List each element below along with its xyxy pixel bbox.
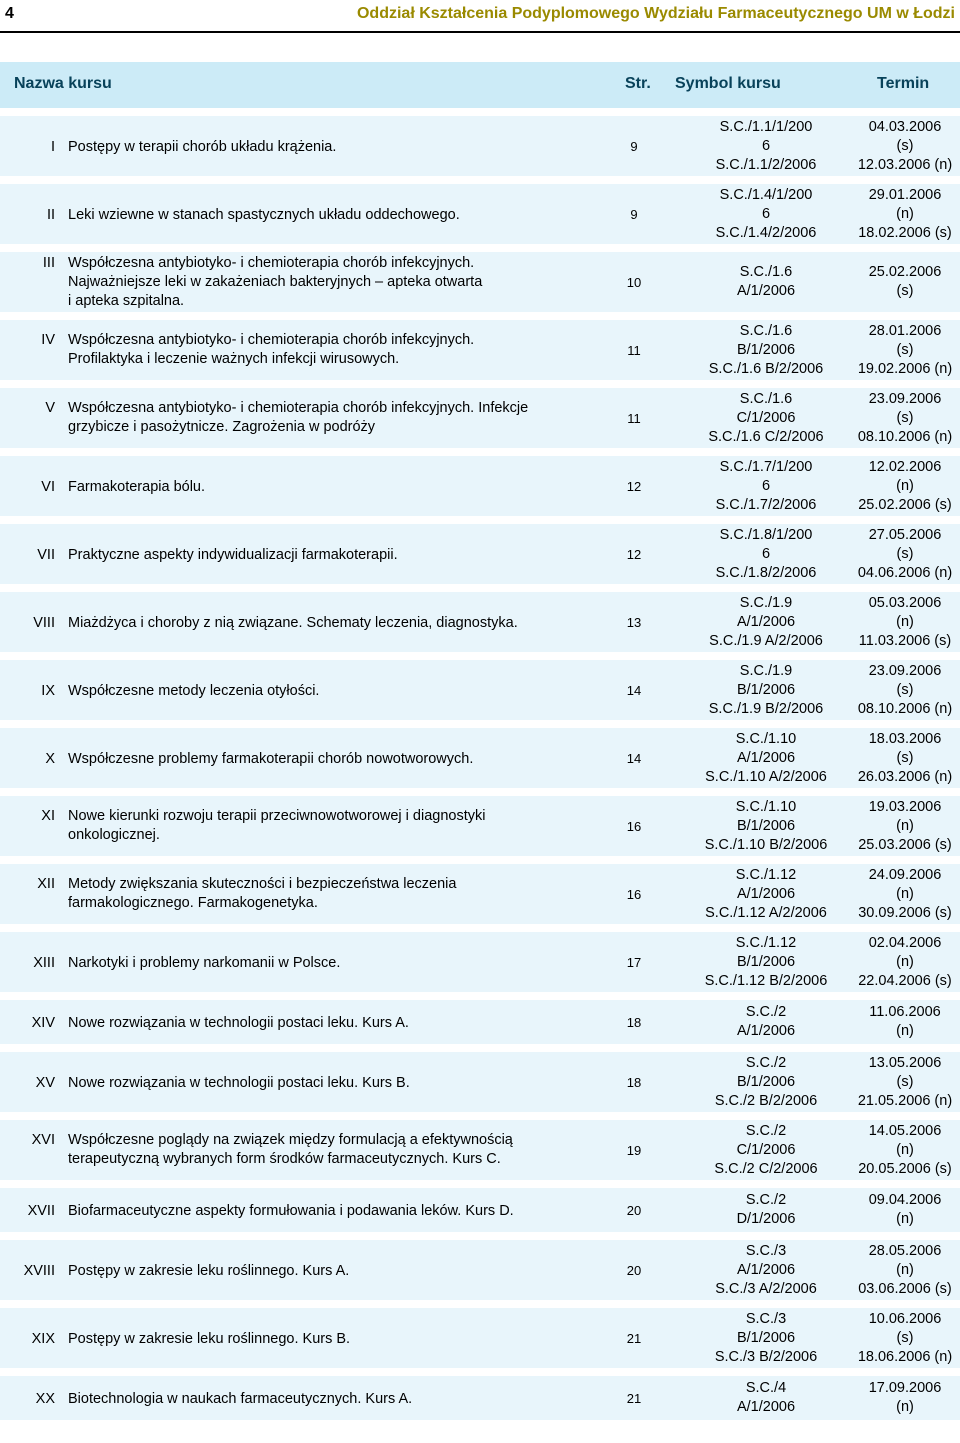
course-symbol: S.C./1.10 B/1/2006 S.C./1.10 B/2/2006 (704, 799, 828, 853)
course-symbol: S.C./1.12 A/1/2006 S.C./1.12 A/2/2006 (705, 867, 827, 921)
course-roman-numeral: XVIII (23, 1263, 55, 1279)
course-row (0, 728, 960, 788)
course-symbol: S.C./1.7/1/200 6 S.C./1.7/2/2006 (715, 459, 817, 513)
page-number: 4 (5, 5, 14, 22)
course-name: Biotechnologia w naukach farmaceutycznych. Kurs A. (68, 1391, 413, 1407)
course-term: 09.04.2006 (n) (868, 1192, 942, 1227)
course-page: 18 (626, 1015, 642, 1030)
course-symbol: S.C./3 A/1/2006 S.C./3 A/2/2006 (715, 1243, 817, 1297)
course-term: 23.09.2006 (s) 08.10.2006 (n) (857, 391, 953, 445)
course-symbol: S.C./3 B/1/2006 S.C./3 B/2/2006 (714, 1311, 818, 1365)
course-symbol: S.C./4 A/1/2006 (736, 1380, 796, 1415)
course-row (0, 1188, 960, 1232)
course-roman-numeral: X (45, 751, 55, 767)
course-symbol: S.C./1.6 B/1/2006 S.C./1.6 B/2/2006 (708, 323, 824, 377)
course-name: Nowe rozwiązania w technologii postaci leku. Kurs A. (68, 1015, 409, 1031)
course-page: 17 (626, 955, 642, 970)
course-symbol: S.C./2 D/1/2006 (736, 1192, 796, 1227)
course-term: 27.05.2006 (s) 04.06.2006 (n) (857, 527, 953, 581)
course-row (0, 864, 960, 924)
column-header-name: Nazwa kursu (14, 75, 112, 92)
page-title: Oddział Kształcenia Podyplomowego Wydziału Farmaceutycznego UM w Łodzi (356, 5, 955, 22)
table-header (0, 62, 960, 108)
course-roman-numeral: III (42, 255, 55, 271)
course-page: 19 (626, 1143, 642, 1158)
course-row (0, 1052, 960, 1112)
course-page: 9 (630, 207, 638, 222)
course-term: 18.03.2006 (s) 26.03.2006 (n) (857, 731, 953, 785)
course-name: Biofarmaceutyczne aspekty formułowania i podawania leków. Kurs D. (68, 1203, 514, 1219)
course-symbol: S.C./2 B/1/2006 S.C./2 B/2/2006 (714, 1055, 818, 1109)
course-row (0, 1000, 960, 1044)
course-page: 14 (626, 683, 642, 698)
course-page: 16 (626, 887, 642, 902)
course-page: 16 (626, 819, 642, 834)
course-row (0, 252, 960, 312)
course-row (0, 1308, 960, 1368)
course-name: Postępy w zakresie leku roślinnego. Kurs B. (68, 1331, 351, 1347)
course-page: 21 (626, 1331, 642, 1346)
course-symbol: S.C./1.8/1/200 6 S.C./1.8/2/2006 (715, 527, 817, 581)
course-name: Postępy w zakresie leku roślinnego. Kurs A. (68, 1263, 350, 1279)
course-symbol: S.C./1.12 B/1/2006 S.C./1.12 B/2/2006 (704, 935, 828, 989)
course-symbol: S.C./1.6 C/1/2006 S.C./1.6 C/2/2006 (708, 391, 824, 445)
course-roman-numeral: VII (37, 547, 55, 563)
course-term: 28.05.2006 (n) 03.06.2006 (s) (858, 1243, 952, 1297)
course-page: 18 (626, 1075, 642, 1090)
course-symbol: S.C./2 C/1/2006 S.C./2 C/2/2006 (714, 1123, 818, 1177)
course-name: Współczesna antybiotyko- i chemioterapia chorób infekcyjnych. Infekcje grzybicze i pasożytnicze. Zagrożenia w podróży (68, 400, 529, 435)
course-name: Współczesna antybiotyko- i chemioterapia chorób infekcyjnych. Najważniejsze leki w zakażeniach bakteryjnych – apteka otwarta i apteka szpitalna. (68, 255, 483, 309)
course-page: 12 (626, 547, 642, 562)
course-page: 9 (630, 139, 638, 154)
course-term: 11.06.2006 (n) (869, 1004, 941, 1039)
course-page: 10 (626, 275, 642, 290)
course-roman-numeral: XIII (33, 955, 55, 971)
course-term: 12.02.2006 (n) 25.02.2006 (s) (858, 459, 952, 513)
course-name: Współczesne metody leczenia otyłości. (68, 683, 320, 699)
course-term: 14.05.2006 (n) 20.05.2006 (s) (858, 1123, 952, 1177)
course-roman-numeral: IV (41, 332, 55, 348)
course-roman-numeral: V (45, 400, 55, 416)
course-roman-numeral: XVII (27, 1203, 55, 1219)
course-page: 14 (626, 751, 642, 766)
course-row (0, 184, 960, 244)
course-term: 04.03.2006 (s) 12.03.2006 (n) (857, 119, 953, 173)
course-roman-numeral: II (46, 207, 55, 223)
course-row (0, 796, 960, 856)
header-rule (0, 31, 960, 33)
course-term: 24.09.2006 (n) 30.09.2006 (s) (858, 867, 952, 921)
course-term: 19.03.2006 (n) 25.03.2006 (s) (858, 799, 952, 853)
course-name: Narkotyki i problemy narkomanii w Polsce. (68, 955, 341, 971)
course-name: Postępy w terapii chorób układu krążenia. (68, 139, 337, 155)
course-name: Leki wziewne w stanach spastycznych układu oddechowego. (68, 207, 460, 223)
course-row (0, 320, 960, 380)
course-name: Praktyczne aspekty indywidualizacji farmakoterapii. (68, 547, 398, 563)
course-name: Metody zwiększania skuteczności i bezpieczeństwa leczenia farmakologicznego. Farmakogenetyka. (68, 876, 457, 911)
course-symbol: S.C./1.6 A/1/2006 (736, 264, 796, 299)
course-term: 13.05.2006 (s) 21.05.2006 (n) (857, 1055, 953, 1109)
course-row (0, 1376, 960, 1420)
course-name: Farmakoterapia bólu. (68, 479, 206, 495)
course-roman-numeral: VI (41, 479, 55, 495)
course-row (0, 116, 960, 176)
course-row (0, 592, 960, 652)
course-page: 11 (627, 411, 641, 426)
course-roman-numeral: XIV (31, 1015, 55, 1031)
course-row (0, 456, 960, 516)
course-name: Miażdżyca i choroby z nią związane. Schematy leczenia, diagnostyka. (68, 615, 518, 631)
page-header (0, 0, 960, 36)
course-page: 13 (626, 615, 642, 630)
column-header-term: Termin (877, 75, 930, 92)
course-roman-numeral: XX (35, 1391, 55, 1407)
course-symbol: S.C./1.10 A/1/2006 S.C./1.10 A/2/2006 (705, 731, 827, 785)
course-row (0, 932, 960, 992)
course-name: Współczesne problemy farmakoterapii chorób nowotworowych. (68, 751, 474, 767)
course-term: 25.02.2006 (s) (868, 264, 942, 299)
course-term: 10.06.2006 (s) 18.06.2006 (n) (857, 1311, 953, 1365)
course-name: Nowe rozwiązania w technologii postaci leku. Kurs B. (68, 1075, 410, 1091)
course-row (0, 1240, 960, 1300)
column-header-symbol: Symbol kursu (675, 75, 781, 92)
course-name: Współczesna antybiotyko- i chemioterapia chorób infekcyjnych. Profilaktyka i leczenie ważnych infekcji wirusowych. (68, 332, 475, 367)
course-term: 28.01.2006 (s) 19.02.2006 (n) (857, 323, 953, 377)
course-roman-numeral: XI (41, 808, 55, 824)
course-row (0, 524, 960, 584)
course-roman-numeral: VIII (33, 615, 55, 631)
course-page: 20 (626, 1263, 642, 1278)
course-page: 11 (627, 343, 641, 358)
course-page: 21 (626, 1391, 642, 1406)
course-roman-numeral: XV (35, 1075, 55, 1091)
course-roman-numeral: IX (41, 683, 55, 699)
course-name: Nowe kierunki rozwoju terapii przeciwnowotworowej i diagnostyki onkologicznej. (68, 808, 486, 843)
column-header-page: Str. (625, 75, 651, 92)
course-page: 12 (626, 479, 642, 494)
course-term: 23.09.2006 (s) 08.10.2006 (n) (857, 663, 953, 717)
course-term: 17.09.2006 (n) (868, 1380, 942, 1415)
course-page: 20 (626, 1203, 642, 1218)
course-name: Współczesne poglądy na związek między formulacją a efektywnością terapeutyczną wybranych form środków farmaceutycznych. Kurs C. (68, 1132, 513, 1167)
course-symbol: S.C./1.1/1/200 6 S.C./1.1/2/2006 (715, 119, 817, 173)
course-row (0, 660, 960, 720)
course-row (0, 388, 960, 448)
course-row (0, 1120, 960, 1180)
course-symbol: S.C./1.9 A/1/2006 S.C./1.9 A/2/2006 (709, 595, 823, 649)
course-symbol: S.C./1.4/1/200 6 S.C./1.4/2/2006 (715, 187, 817, 241)
course-symbol: S.C./1.9 B/1/2006 S.C./1.9 B/2/2006 (708, 663, 824, 717)
course-term: 05.03.2006 (n) 11.03.2006 (s) (858, 595, 952, 649)
course-term: 29.01.2006 (n) 18.02.2006 (s) (858, 187, 952, 241)
course-term: 02.04.2006 (n) 22.04.2006 (s) (858, 935, 952, 989)
course-roman-numeral: XVI (31, 1132, 55, 1148)
course-symbol: S.C./2 A/1/2006 (736, 1004, 796, 1039)
course-roman-numeral: XII (37, 876, 55, 892)
course-roman-numeral: XIX (31, 1331, 55, 1347)
course-roman-numeral: I (50, 139, 55, 155)
